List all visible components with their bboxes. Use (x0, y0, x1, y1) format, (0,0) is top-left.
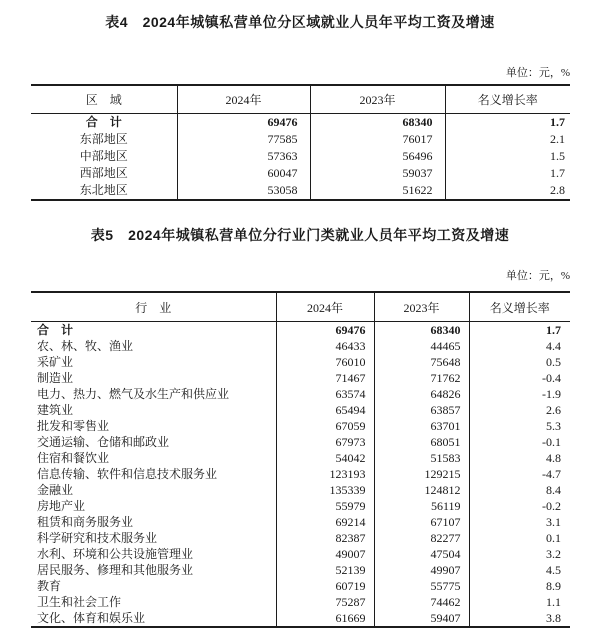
table5-header-row (31, 292, 570, 322)
value-2024: 75287 (276, 594, 374, 610)
value-2023: 63701 (374, 418, 469, 434)
value-growth: 5.3 (546, 419, 561, 433)
row-label: 合 计 (31, 322, 276, 339)
table-row (31, 434, 570, 450)
value-2024: 65494 (276, 402, 374, 418)
value-growth: 0.5 (546, 355, 561, 369)
row-label: 信息传输、软件和信息技术服务业 (31, 466, 276, 482)
value-2023: 71762 (374, 370, 469, 386)
value-2024: 52139 (276, 562, 374, 578)
table-row (31, 466, 570, 482)
value-2023: 67107 (374, 514, 469, 530)
table4-col-header-region: 区 域 (31, 85, 177, 114)
value-2024: 82387 (276, 530, 374, 546)
value-growth: 2.8 (550, 183, 565, 197)
value-growth: -1.9 (542, 387, 561, 401)
table4-unit-note: 单位：元，% (505, 67, 570, 79)
table4-col-header-2023: 2023年 (310, 85, 445, 114)
value-2023: 129215 (374, 466, 469, 482)
row-label: 居民服务、修理和其他服务业 (31, 562, 276, 578)
value-2024: 76010 (276, 354, 374, 370)
table-row (31, 594, 570, 610)
table5-col-header-industry: 行 业 (31, 292, 276, 322)
value-growth: 2.6 (546, 403, 561, 417)
row-label: 卫生和社会工作 (31, 594, 276, 610)
value-2023: 76017 (310, 131, 445, 148)
table-row (31, 386, 570, 402)
table-row (31, 182, 570, 200)
table-row (31, 514, 570, 530)
table-row (31, 114, 570, 132)
row-label: 住宿和餐饮业 (31, 450, 276, 466)
value-2023: 82277 (374, 530, 469, 546)
value-2024: 61669 (276, 610, 374, 627)
value-growth: -0.1 (542, 435, 561, 449)
table-row (31, 418, 570, 434)
value-2024: 69476 (276, 322, 374, 339)
table5-body (31, 322, 570, 628)
value-2023: 59407 (374, 610, 469, 627)
table5-unit-note: 单位：元，% (505, 270, 570, 282)
value-growth: 3.1 (546, 515, 561, 529)
row-label: 制造业 (31, 370, 276, 386)
row-label: 交通运输、仓储和邮政业 (31, 434, 276, 450)
value-2023: 75648 (374, 354, 469, 370)
value-growth: 0.1 (546, 531, 561, 545)
value-2024: 49007 (276, 546, 374, 562)
value-2023: 51622 (310, 182, 445, 200)
row-label: 水利、环境和公共设施管理业 (31, 546, 276, 562)
table-row (31, 322, 570, 339)
region-wage-table (31, 84, 570, 201)
value-growth: 4.8 (546, 451, 561, 465)
row-label: 金融业 (31, 482, 276, 498)
table-row (31, 148, 570, 165)
table5-col-header-2023: 2023年 (374, 292, 469, 322)
value-2024: 123193 (276, 466, 374, 482)
table-row (31, 530, 570, 546)
value-2023: 63857 (374, 402, 469, 418)
table5-section (0, 227, 600, 628)
value-2024: 63574 (276, 386, 374, 402)
table-row (31, 546, 570, 562)
industry-wage-table (31, 291, 570, 628)
row-label: 教育 (31, 578, 276, 594)
value-2024: 54042 (276, 450, 374, 466)
value-2023: 55775 (374, 578, 469, 594)
table5-col-header-growth: 名义增长率 (469, 292, 570, 322)
value-2023: 68340 (310, 114, 445, 132)
value-2024: 67059 (276, 418, 374, 434)
value-growth: 3.8 (546, 611, 561, 625)
value-2024: 69214 (276, 514, 374, 530)
row-label: 西部地区 (31, 165, 177, 182)
value-growth: 1.7 (550, 115, 565, 129)
value-2024: 55979 (276, 498, 374, 514)
value-2023: 56119 (374, 498, 469, 514)
table-row (31, 370, 570, 386)
value-growth: 1.5 (550, 149, 565, 163)
row-label: 房地产业 (31, 498, 276, 514)
table5-title: 表5 2024年城镇私营单位分行业门类就业人员年平均工资及增速 (90, 227, 510, 243)
row-label: 科学研究和技术服务业 (31, 530, 276, 546)
value-2024: 135339 (276, 482, 374, 498)
table-row (31, 165, 570, 182)
value-2023: 59037 (310, 165, 445, 182)
value-2023: 47504 (374, 546, 469, 562)
row-label: 东北地区 (31, 182, 177, 200)
table-row (31, 131, 570, 148)
value-growth: 3.2 (546, 547, 561, 561)
value-growth: 8.9 (546, 579, 561, 593)
row-label: 建筑业 (31, 402, 276, 418)
row-label: 合 计 (31, 114, 177, 132)
value-2024: 60719 (276, 578, 374, 594)
value-2024: 69476 (177, 114, 310, 132)
row-label: 电力、热力、燃气及水生产和供应业 (31, 386, 276, 402)
value-2023: 51583 (374, 450, 469, 466)
table4-section (0, 14, 600, 201)
value-2023: 64826 (374, 386, 469, 402)
table-row (31, 578, 570, 594)
value-2023: 49907 (374, 562, 469, 578)
table-row (31, 562, 570, 578)
value-growth: 1.1 (546, 595, 561, 609)
table-row (31, 610, 570, 627)
value-growth: 4.5 (546, 563, 561, 577)
table-row (31, 482, 570, 498)
value-2024: 46433 (276, 338, 374, 354)
value-2024: 77585 (177, 131, 310, 148)
value-2023: 74462 (374, 594, 469, 610)
row-label: 租赁和商务服务业 (31, 514, 276, 530)
value-2024: 57363 (177, 148, 310, 165)
table-row (31, 402, 570, 418)
row-label: 中部地区 (31, 148, 177, 165)
table4-header-row (31, 85, 570, 114)
row-label: 文化、体育和娱乐业 (31, 610, 276, 627)
table4-col-header-2024: 2024年 (177, 85, 310, 114)
value-2023: 124812 (374, 482, 469, 498)
value-growth: -4.7 (542, 467, 561, 481)
row-label: 采矿业 (31, 354, 276, 370)
value-2024: 71467 (276, 370, 374, 386)
row-label: 东部地区 (31, 131, 177, 148)
value-growth: -0.4 (542, 371, 561, 385)
value-2024: 67973 (276, 434, 374, 450)
value-2023: 56496 (310, 148, 445, 165)
row-label: 农、林、牧、渔业 (31, 338, 276, 354)
table4-body (31, 114, 570, 201)
value-growth: -0.2 (542, 499, 561, 513)
table-row (31, 354, 570, 370)
table5-col-header-2024: 2024年 (276, 292, 374, 322)
row-label: 批发和零售业 (31, 418, 276, 434)
table-row (31, 498, 570, 514)
value-2023: 68051 (374, 434, 469, 450)
table4-title: 表4 2024年城镇私营单位分区域就业人员年平均工资及增速 (105, 14, 495, 30)
value-growth: 8.4 (546, 483, 561, 497)
value-growth: 2.1 (550, 132, 565, 146)
table-row (31, 338, 570, 354)
value-2023: 44465 (374, 338, 469, 354)
table-row (31, 450, 570, 466)
table4-col-header-growth: 名义增长率 (445, 85, 570, 114)
value-2024: 60047 (177, 165, 310, 182)
value-growth: 1.7 (550, 166, 565, 180)
value-growth: 4.4 (546, 339, 561, 353)
value-2023: 68340 (374, 322, 469, 339)
value-growth: 1.7 (546, 323, 561, 337)
value-2024: 53058 (177, 182, 310, 200)
